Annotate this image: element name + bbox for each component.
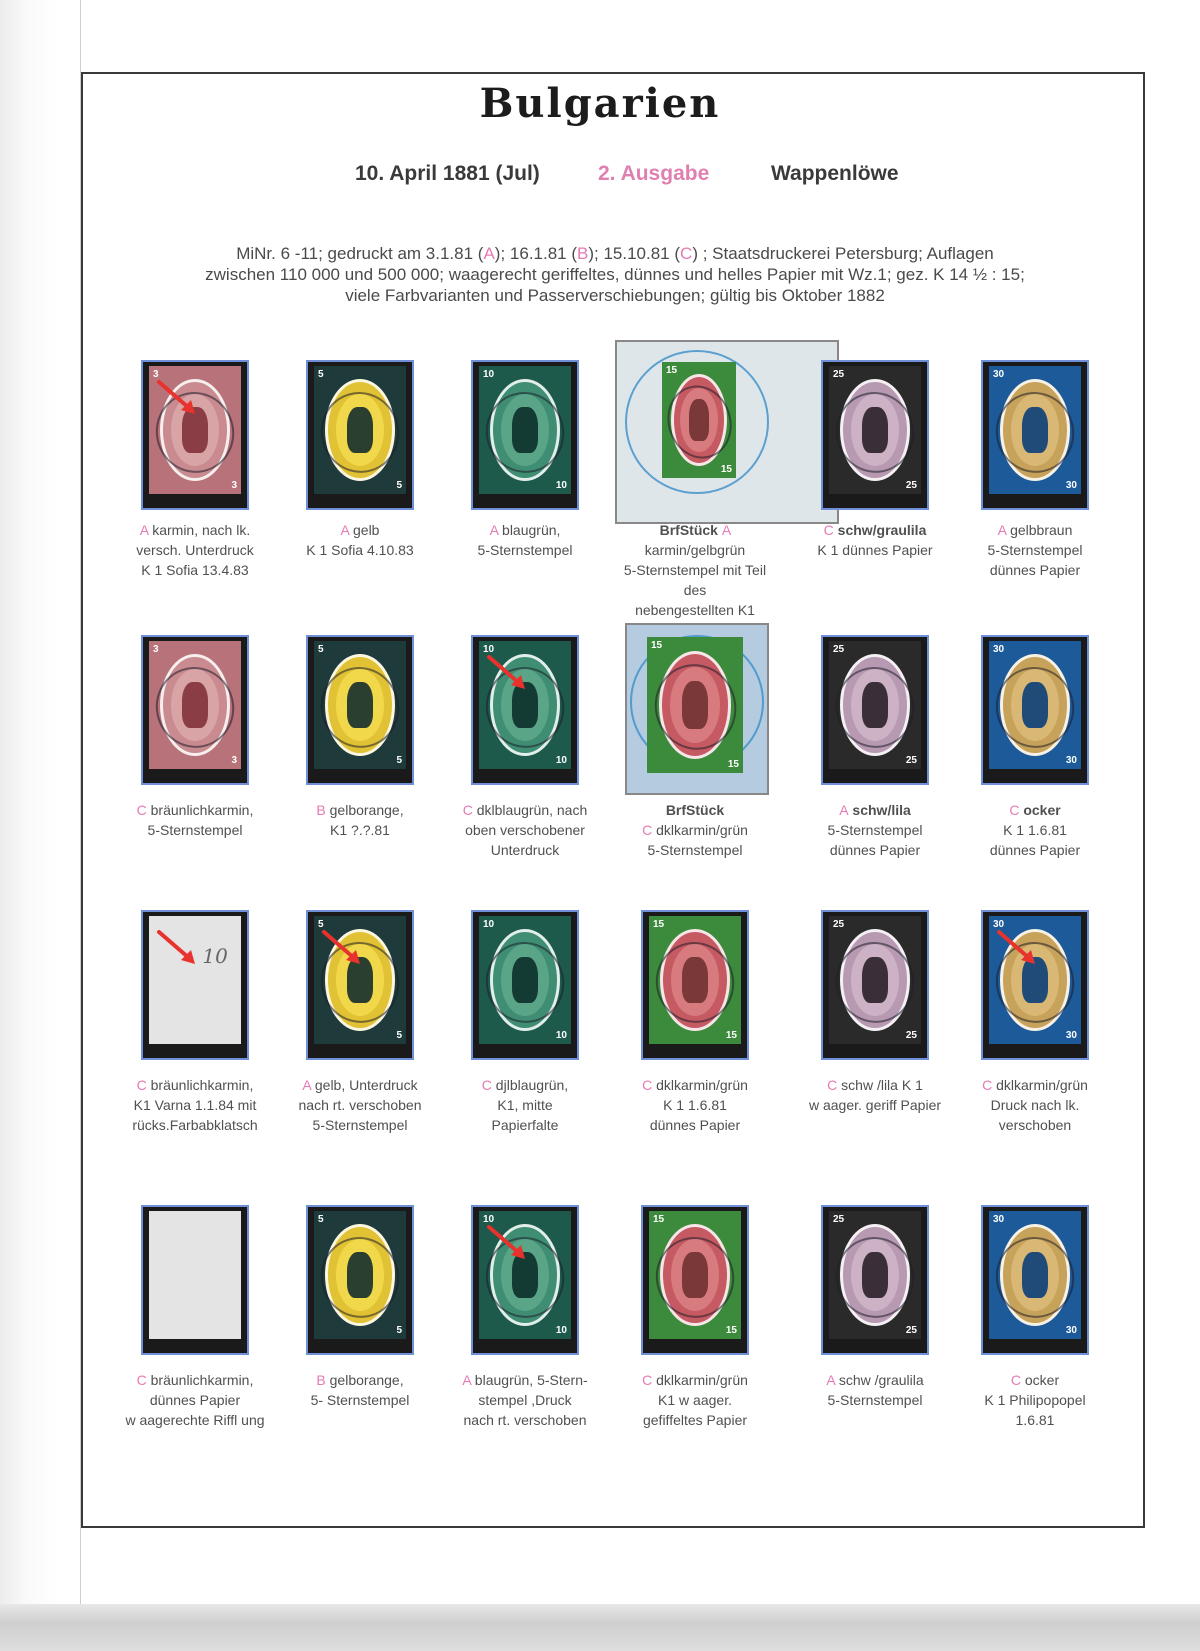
cancellation-mark — [829, 932, 921, 1033]
red-arrow-icon — [995, 928, 1043, 976]
issue-number: 2. Ausgabe — [598, 162, 710, 185]
stamp-value-icon: 5 — [318, 369, 324, 380]
stamp-caption: C bräunlichkarmin, dünnes Papier w aagerechte Riffl ung — [125, 1372, 265, 1428]
stamp-image — [829, 366, 921, 494]
stamp-value-icon: 15 — [653, 919, 665, 930]
stamp-caption: C dklkarmin/grün Druck nach lk. verschoben — [982, 1077, 1088, 1133]
stamp-image — [649, 916, 741, 1044]
red-arrow-icon — [155, 378, 203, 426]
stamp-value-icon: 15 — [651, 640, 663, 651]
stamp-mount — [141, 1205, 249, 1355]
scanner-edge — [0, 1604, 1200, 1651]
stamp-mount — [471, 910, 579, 1060]
red-arrow-icon — [485, 653, 533, 701]
stamp-value-icon: 10 — [555, 1325, 567, 1336]
stamp-mount — [471, 360, 579, 510]
cancellation-mark — [314, 382, 406, 483]
stamp-image — [989, 1211, 1081, 1339]
stamp-value-icon: 10 — [483, 1214, 495, 1225]
stamp-image — [829, 1211, 921, 1339]
cancellation-mark — [989, 657, 1081, 758]
cancellation-mark — [649, 932, 741, 1033]
cancellation-mark — [314, 1227, 406, 1328]
stamp-value-icon: 25 — [905, 1030, 917, 1041]
cancellation-mark — [829, 1227, 921, 1328]
stamp-value-icon: 25 — [905, 1325, 917, 1336]
stamp-caption: C bräunlichkarmin, 5-Sternstempel — [136, 802, 254, 838]
cancellation-mark — [649, 1227, 741, 1328]
stamp-caption: A karmin, nach lk. versch. Unterdruck K 1 Sofia 13.4.83 — [136, 522, 254, 578]
stamp-value-icon: 15 — [720, 464, 732, 475]
stamp-value-icon: 15 — [727, 759, 739, 770]
cancellation-mark — [829, 382, 921, 483]
stamp-value-icon: 30 — [993, 369, 1005, 380]
stamp-image — [989, 366, 1081, 494]
stamp-image — [149, 641, 241, 769]
stamp-value-icon: 15 — [653, 1214, 665, 1225]
stamp-mount — [306, 635, 414, 785]
description-line-1: MiNr. 6 -11; gedruckt am 3.1.81 (A); 16.1.81 (B); 15.10.81 (C) ; Staatsdruckerei Petersburg; Auflagen — [236, 244, 994, 263]
stamp-caption: C bräunlichkarmin, K1 Varna 1.1.84 mit rücks.Farbabklatsch — [132, 1077, 258, 1133]
stamp-value-icon: 25 — [833, 644, 845, 655]
description-line-2: zwischen 110 000 und 500 000; waagerecht geriffeltes, dünnes und helles Papier mit Wz.1; gez. K 14 ½ : 15; — [205, 265, 1025, 284]
stamp-image — [829, 916, 921, 1044]
stamp-value-icon: 25 — [833, 919, 845, 930]
stamp-caption: C schw/graulila K 1 dünnes Papier — [817, 522, 933, 558]
stamp-value-icon: 5 — [318, 644, 324, 655]
stamp-value-icon: 5 — [318, 919, 324, 930]
stamp-value-icon: 25 — [905, 480, 917, 491]
stamp-mount — [641, 910, 749, 1060]
stamp-mount — [821, 635, 929, 785]
stamp-caption: A gelb, Unterdruck nach rt. verschoben 5-Sternstempel — [298, 1077, 422, 1133]
description-line-3: viele Farbvarianten und Passerverschiebungen; gültig bis Oktober 1882 — [345, 286, 885, 305]
stamp-image — [149, 1211, 241, 1339]
stamp-value-icon: 30 — [1065, 1325, 1077, 1336]
stamp-caption: A gelb K 1 Sofia 4.10.83 — [306, 522, 414, 558]
issue-date: 10. April 1881 (Jul) — [355, 162, 540, 185]
stamp-value-icon: 5 — [396, 755, 402, 766]
stamp-image — [479, 916, 571, 1044]
stamp-value-icon: 25 — [833, 1214, 845, 1225]
page-title: Bulgarien — [479, 80, 721, 127]
red-arrow-icon — [155, 928, 203, 976]
stamp-caption: A gelbbraun 5-Sternstempel dünnes Papier — [987, 522, 1083, 578]
stamp-caption: C dklkarmin/grün K 1 1.6.81 dünnes Papier — [642, 1077, 748, 1133]
stamp-value-icon: 10 — [483, 644, 495, 655]
stamp-caption: A blaugrün, 5-Sternstempel — [477, 522, 573, 558]
stamp-value-icon: 15 — [666, 365, 678, 376]
stamp-value-icon: 30 — [1065, 480, 1077, 491]
stamp-value-icon: 5 — [396, 1030, 402, 1041]
stamp-value-icon: 25 — [833, 369, 845, 380]
stamp-value-icon: 15 — [725, 1030, 737, 1041]
stamp-caption: C dklkarmin/grün K1 w aager. gefiffeltes Papier — [642, 1372, 748, 1428]
stamp-mount — [141, 635, 249, 785]
stamp-image — [479, 366, 571, 494]
cancellation-mark — [647, 654, 743, 760]
cancellation-mark — [989, 1227, 1081, 1328]
stamp-mount — [981, 635, 1089, 785]
stamp-value-icon: 10 — [555, 755, 567, 766]
stamp-value-icon: 30 — [1065, 1030, 1077, 1041]
stamp-value-icon: 5 — [396, 480, 402, 491]
stamp-value-icon: 3 — [153, 644, 159, 655]
stamp-caption: B gelborange, 5- Sternstempel — [310, 1372, 410, 1408]
stamp-value-icon: 30 — [993, 919, 1005, 930]
stamp-image — [649, 1211, 741, 1339]
stamp-caption: A schw /graulila 5-Sternstempel — [826, 1372, 924, 1408]
stamp-mount — [981, 360, 1089, 510]
stamp-caption: A blaugrün, 5-Stern- stempel ,Druck nach rt. verschoben — [462, 1372, 588, 1428]
stamp-caption: C djlblaugrün, K1, mitte Papierfalte — [481, 1077, 569, 1133]
handwritten-note: 10 — [202, 944, 228, 969]
stamp-image — [829, 641, 921, 769]
stamp-caption: B gelborange, K1 ?.?.81 — [316, 802, 404, 838]
issue-description — [135, 243, 1095, 306]
stamp-caption: C ocker K 1 Philipopopel 1.6.81 — [984, 1372, 1086, 1428]
cancellation-mark — [479, 932, 571, 1033]
stamp-image — [314, 1211, 406, 1339]
cancellation-mark — [149, 657, 241, 758]
stamp-value-icon: 25 — [905, 755, 917, 766]
stamp-image — [314, 641, 406, 769]
stamp-value-icon: 15 — [725, 1325, 737, 1336]
stamp-image — [662, 362, 736, 478]
cancellation-mark — [662, 377, 736, 467]
stamp-value-icon: 30 — [993, 644, 1005, 655]
stamp-value-icon: 10 — [483, 369, 495, 380]
issue-motif: Wappenlöwe — [771, 162, 899, 185]
stamp-mount — [641, 1205, 749, 1355]
stamp-value-icon: 3 — [231, 755, 237, 766]
stamp-caption: C schw /lila K 1 w aager. geriff Papier — [808, 1077, 942, 1113]
stamp-image — [989, 641, 1081, 769]
cancellation-mark — [989, 382, 1081, 483]
stamp-value-icon: 5 — [318, 1214, 324, 1225]
stamp-caption: C dklblaugrün, nach oben verschobener Unterdruck — [462, 802, 588, 858]
stamp-mount — [981, 1205, 1089, 1355]
red-arrow-icon — [320, 928, 368, 976]
stamp-mount — [821, 1205, 929, 1355]
stamp-mount — [645, 635, 745, 775]
red-arrow-icon — [485, 1223, 533, 1271]
stamp-mount — [821, 360, 929, 510]
stamp-mount — [306, 360, 414, 510]
cancellation-mark — [314, 657, 406, 758]
stamp-mount — [306, 1205, 414, 1355]
stamp-mount — [660, 360, 738, 480]
stamp-mount — [821, 910, 929, 1060]
stamp-caption: BrfStück A karmin/gelbgrün 5-Sternstempel mit Teil des nebengestellten K1 — [623, 522, 767, 618]
stamp-caption: A schw/lila 5-Sternstempel dünnes Papier — [827, 802, 923, 858]
stamp-value-icon: 30 — [1065, 755, 1077, 766]
stamp-value-icon: 3 — [153, 369, 159, 380]
stamp-value-icon: 10 — [555, 1030, 567, 1041]
stamp-caption: C ocker K 1 1.6.81 dünnes Papier — [989, 802, 1081, 858]
stamp-caption: BrfStück C dklkarmin/grün 5-Sternstempel — [642, 802, 748, 858]
stamp-image — [647, 637, 743, 773]
cancellation-mark — [829, 657, 921, 758]
stamp-value-icon: 10 — [555, 480, 567, 491]
stamp-value-icon: 10 — [483, 919, 495, 930]
stamp-value-icon: 30 — [993, 1214, 1005, 1225]
stamp-value-icon: 5 — [396, 1325, 402, 1336]
stamp-value-icon: 3 — [231, 480, 237, 491]
stamp-image — [314, 366, 406, 494]
cancellation-mark — [479, 382, 571, 483]
